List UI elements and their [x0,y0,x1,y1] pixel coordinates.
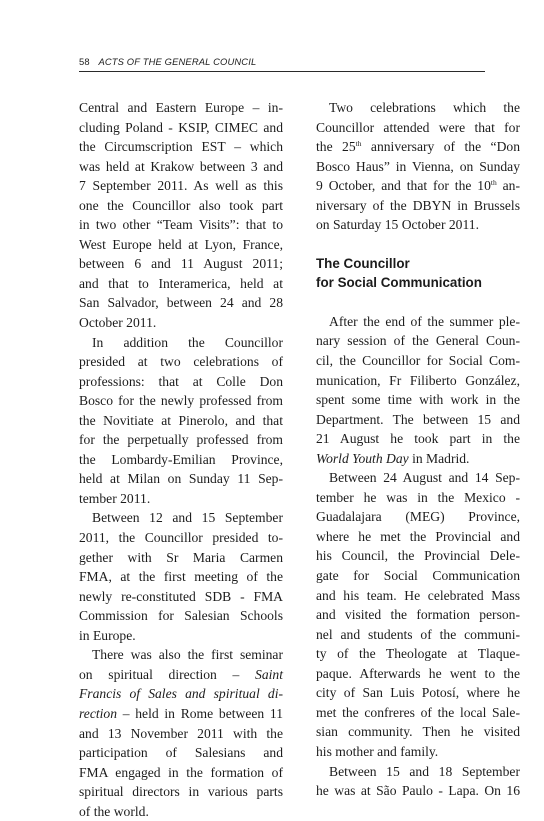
text-line: tember he was in the Mexico - [316,489,520,505]
text-line: ty of the Theologate at Tlaque- [316,646,520,662]
text-line: of the world. [79,803,149,819]
text-line: Francis of Sales and spiritual di- [79,686,283,702]
text-line: Bosco for the newly professed from [79,393,283,409]
text-line: tember 2011. [79,490,151,506]
text-line: the Novitiate at Pinerolo, and that [79,412,283,428]
text-line: October 2011. [79,315,157,331]
text-line: Between 24 August and 14 Sep- [329,470,520,486]
text-line: Guadalajara (MEG) Province, [316,509,520,525]
text-line: cil, the Councillor for Social Com- [316,353,520,369]
text-line: one the Councillor also took part [79,197,283,213]
text-line: Two celebrations which the [329,100,520,115]
text-line: the 25th anniversary of the “Don [316,139,520,155]
text-line: FMA engaged in the formation of [79,764,283,780]
text-line: After the end of the summer ple- [329,313,520,329]
journal-title: ACTS OF THE GENERAL COUNCIL [98,56,257,67]
text-line: met the confreres of the local Sale- [316,704,520,720]
text-line: munication, Fr Filiberto González, [316,372,520,388]
text-line: participation of Salesians and [79,745,283,761]
right-text-column [316,98,520,801]
text-line: 7 September 2011. As well as this [79,178,283,194]
text-line: city of San Luis Potosí, where he [316,685,520,701]
text-line: in Europe. [79,627,136,643]
text-line: and visited the formation person- [316,607,520,623]
text-line: gether with Sr Maria Carmen [79,549,283,565]
section-heading-line: for Social Communication [316,275,482,291]
text-line: the Lombardy-Emilian Province, [79,451,283,467]
text-line: his Council, the Provincial Dele- [316,548,520,564]
text-line: spiritual directors in various parts [79,784,283,800]
text-line: FMA, at the first meeting of the [79,569,283,585]
text-line: Bosco Haus” in Vienna, on Sunday [316,158,520,174]
text-line: in two other “Team Visits”: that to [79,217,283,233]
text-line: for the perpetually professed from [79,432,283,448]
text-line: cluding Poland - KSIP, CIMEC and [79,119,283,135]
text-line: West Europe held at Lyon, France, [79,236,283,252]
text-line: Commission for Salesian Schools [79,608,283,624]
text-line: he was at São Paulo - Lapa. On 16 [316,783,520,799]
page-number: 58 [79,56,90,67]
text-line: 9 October, and that for the 10th an- [316,178,520,194]
text-line: and that to Interamerica, held at [79,275,283,291]
text-line: Central and Eastern Europe – in- [79,100,283,115]
text-line: Between 15 and 18 September [329,763,520,779]
section-heading-line: The Councillor [316,256,410,272]
left-text-column [79,98,283,821]
text-line: professions: that at Colle Don [79,373,283,389]
text-line: 2011, the Councillor presided to- [79,530,283,546]
text-line: niversary of the DBYN in Brussels [316,197,520,213]
text-line: where he met the Provincial and [316,528,520,544]
text-line: nel and students of the communi- [316,626,520,642]
text-line: World Youth Day in Madrid. [316,450,470,466]
text-line: San Salvador, between 24 and 28 [79,295,283,311]
text-line: and his team. He celebrated Mass [316,587,520,603]
text-line: Department. The between 15 and [316,411,520,427]
text-line: spent some time with work in the [316,392,520,408]
text-line: 21 August he took part in the [316,431,520,447]
text-line: Between 12 and 15 September [92,510,283,526]
text-line: Councillor attended were that for [316,119,520,135]
text-line: held at Milan on Sunday 11 Sep- [79,471,283,487]
text-line: on Saturday 15 October 2011. [316,217,479,233]
text-line: gate for Social Communication [316,568,520,584]
text-line: and 13 November 2011 with the [79,725,283,741]
running-header [79,54,485,72]
text-line: In addition the Councillor [92,334,283,350]
blank-line [316,235,520,255]
text-line: sian community. Then he visited [316,724,520,740]
blank-line [316,292,520,312]
text-line: newly re-constituted SDB - FMA [79,588,283,604]
text-line: presided at two celebrations of [79,354,283,370]
text-line: rection – held in Rome between 11 [79,705,283,721]
text-line: on spiritual direction – Saint [79,666,283,682]
text-line: between 6 and 11 August 2011; [79,256,283,272]
text-line: paque. Afterwards he went to the [316,665,520,681]
text-line: was held at Krakow between 3 and [79,158,283,174]
text-line: his mother and family. [316,743,439,759]
text-line: There was also the first seminar [92,647,283,663]
text-line: the Circumscription EST – which [79,139,283,155]
text-line: nary session of the General Coun- [316,333,520,349]
